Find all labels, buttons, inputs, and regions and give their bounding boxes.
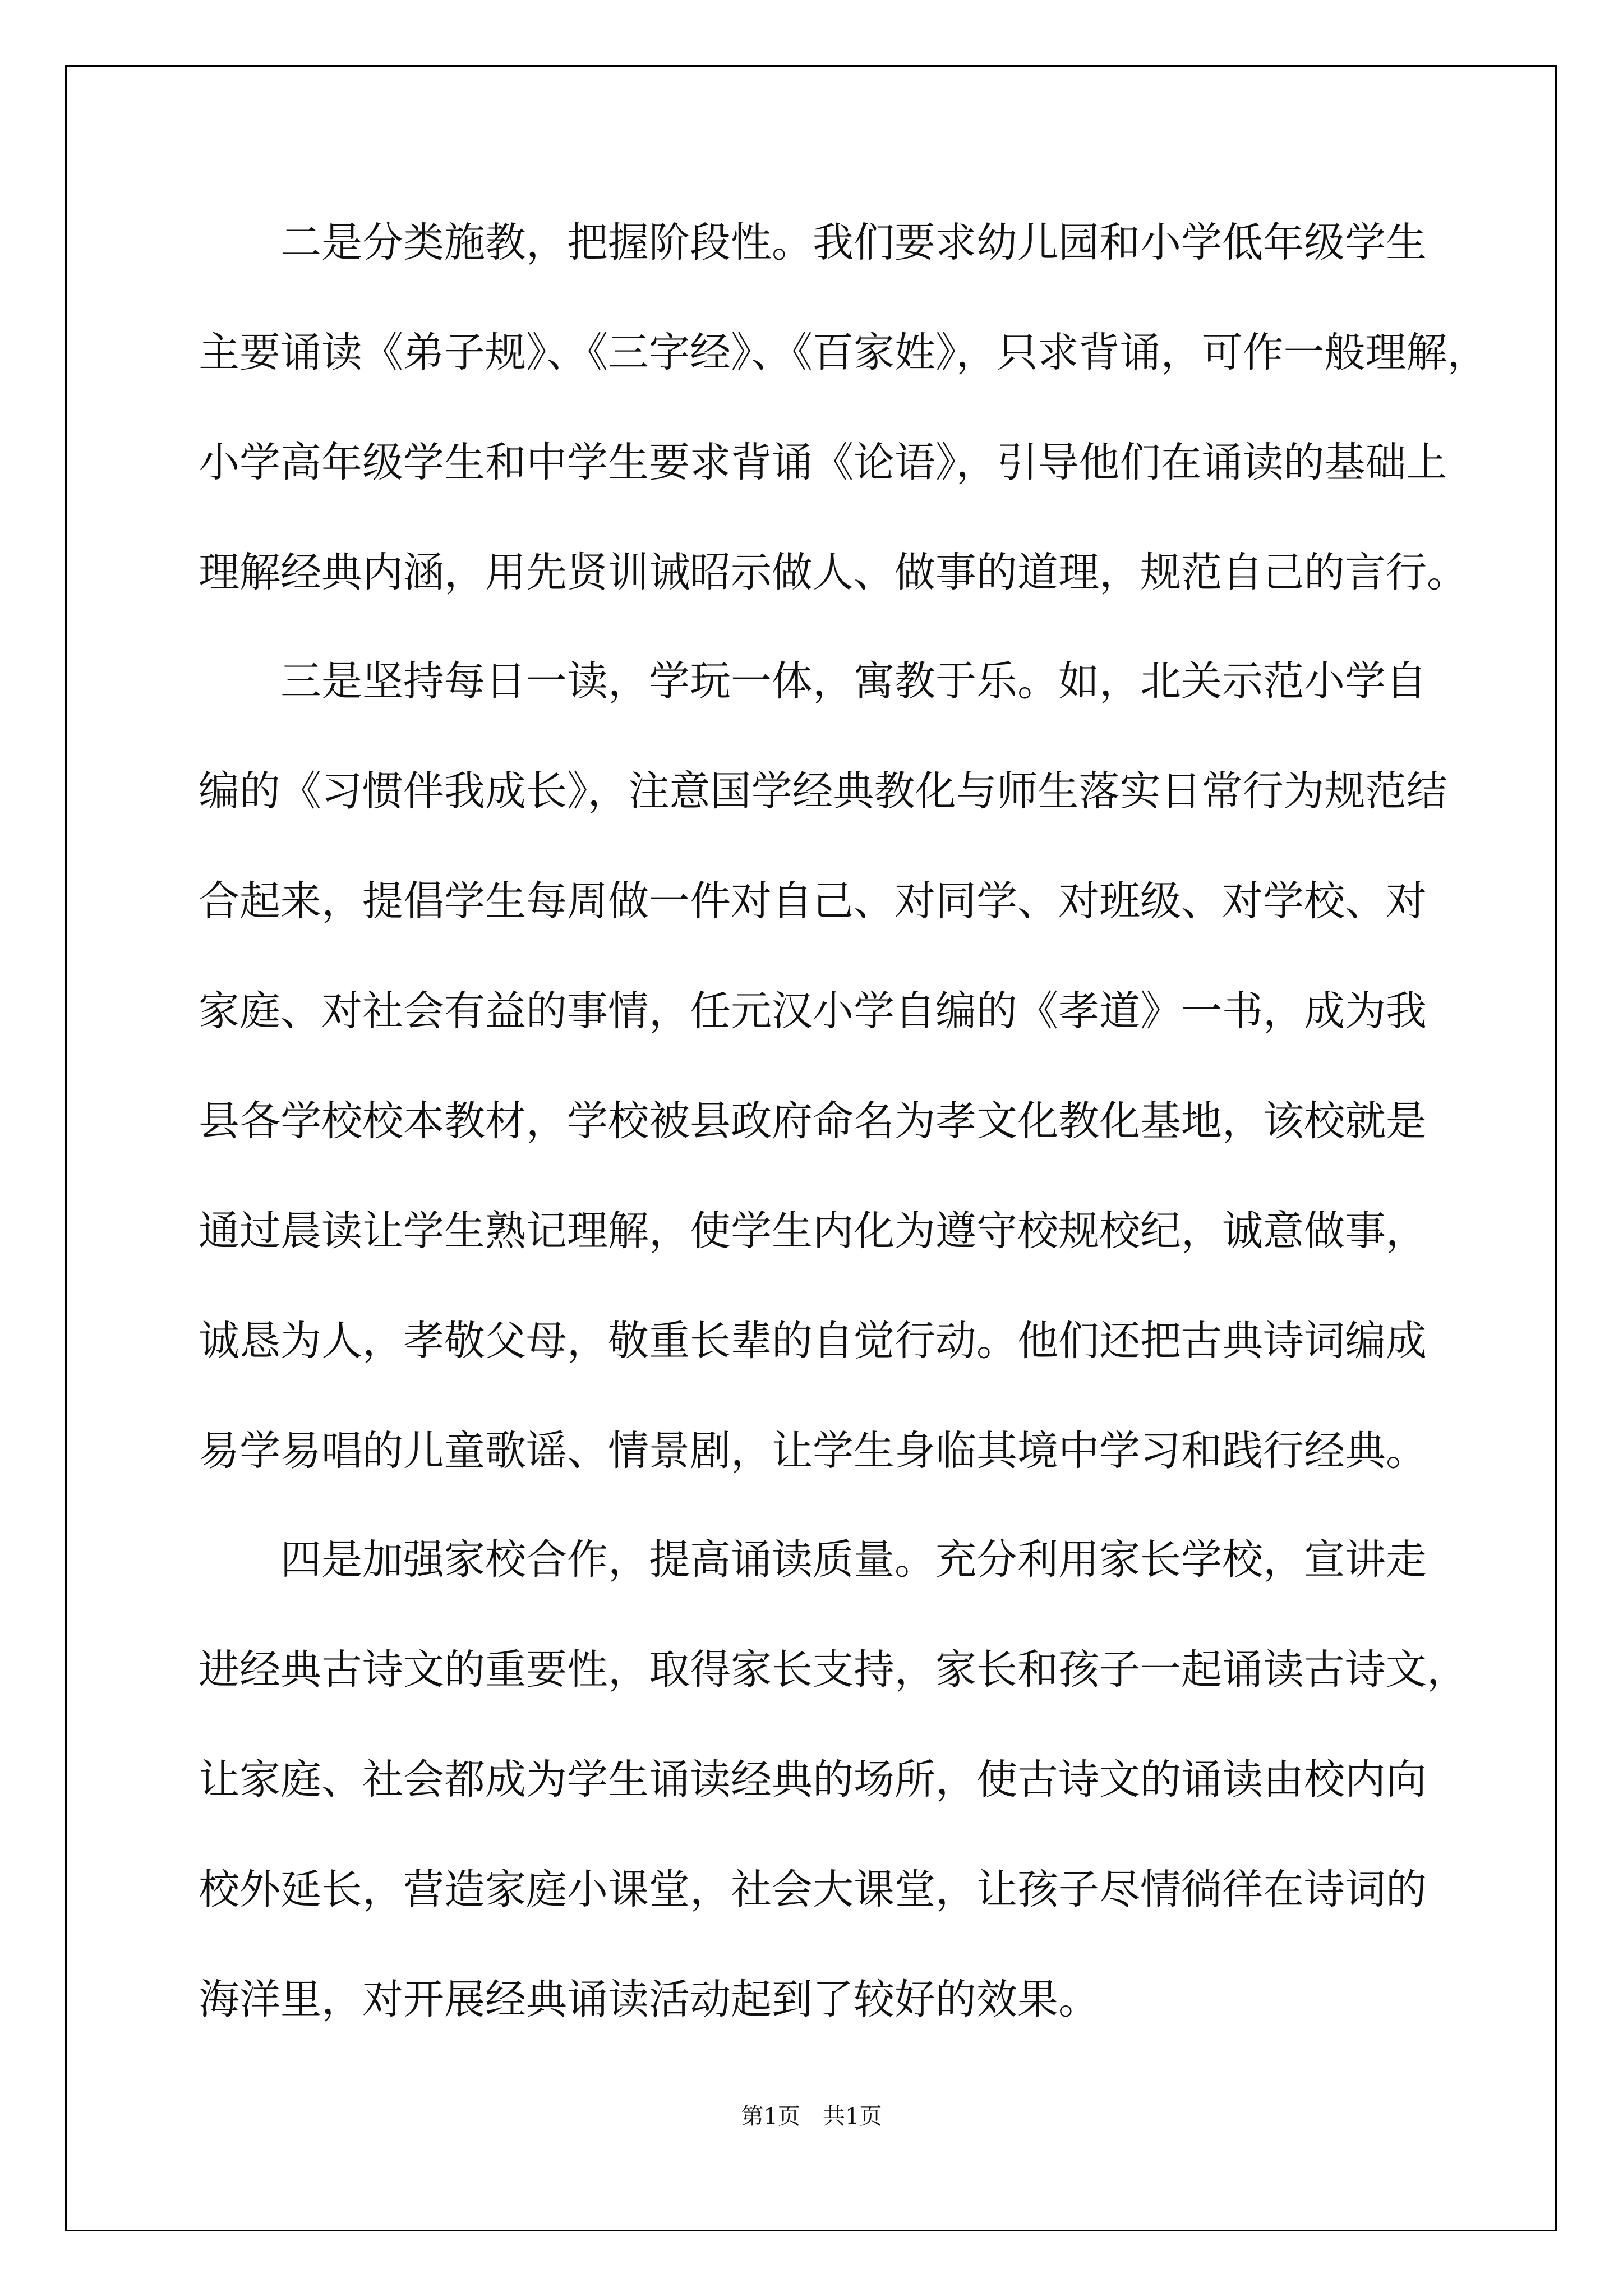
paragraph-line: 易学易唱的儿童歌谣、情景剧，让学生身临其境中学习和践行经典。 bbox=[199, 1427, 1427, 1475]
paragraph-line: 小学高年级学生和中学生要求背诵《论语》，引导他们在诵读的基础上 bbox=[199, 439, 1447, 486]
paragraph-line: 海洋里，对开展经典诵读活动起到了较好的效果。 bbox=[199, 1976, 1099, 2023]
paragraph-line: 四是加强家校合作，提高诵读质量。充分利用家长学校，宣讲走 bbox=[280, 1536, 1427, 1584]
paragraph-line: 通过晨读让学生熟记理解，使学生内化为遵守校规校纪，诚意做事， bbox=[199, 1207, 1427, 1255]
paragraph-line: 主要诵读《弟子规》、《三字经》、《百家姓》，只求背诵，可作一般理解， bbox=[199, 329, 1488, 376]
paragraph-line: 家庭、对社会有益的事情，任元汉小学自编的《孝道》一书，成为我 bbox=[199, 987, 1427, 1035]
paragraph-line: 合起来，提倡学生每周做一件对自己、对同学、对班级、对学校、对 bbox=[199, 877, 1427, 925]
paragraph-line: 二是分类施教，把握阶段性。我们要求幼儿园和小学低年级学生 bbox=[280, 219, 1427, 266]
paragraph-line: 诚恳为人，孝敬父母，敬重长辈的自觉行动。他们还把古典诗词编成 bbox=[199, 1317, 1427, 1365]
paragraph-line: 让家庭、社会都成为学生诵读经典的场所，使古诗文的诵读由校内向 bbox=[199, 1756, 1427, 1803]
paragraph-line: 三是坚持每日一读，学玩一体，寓教于乐。如，北关示范小学自 bbox=[280, 657, 1427, 705]
paragraph-line: 校外延长，营造家庭小课堂，社会大课堂，让孩子尽情徜徉在诗词的 bbox=[199, 1866, 1427, 1913]
paragraph-line: 理解经典内涵，用先贤训诫昭示做人、做事的道理，规范自己的言行。 bbox=[199, 549, 1468, 596]
page-footer bbox=[0, 2101, 1623, 2132]
paragraph-line: 县各学校校本教材，学校被县政府命名为孝文化教化基地，该校就是 bbox=[199, 1097, 1427, 1145]
paragraph-line: 编的《习惯伴我成长》，注意国学经典教化与师生落实日常行为规范结 bbox=[199, 767, 1447, 815]
page-number: 第1页 bbox=[741, 2104, 800, 2129]
page-total: 共1页 bbox=[823, 2104, 882, 2129]
paragraph-line: 进经典古诗文的重要性，取得家长支持，家长和孩子一起诵读古诗文， bbox=[199, 1646, 1468, 1694]
